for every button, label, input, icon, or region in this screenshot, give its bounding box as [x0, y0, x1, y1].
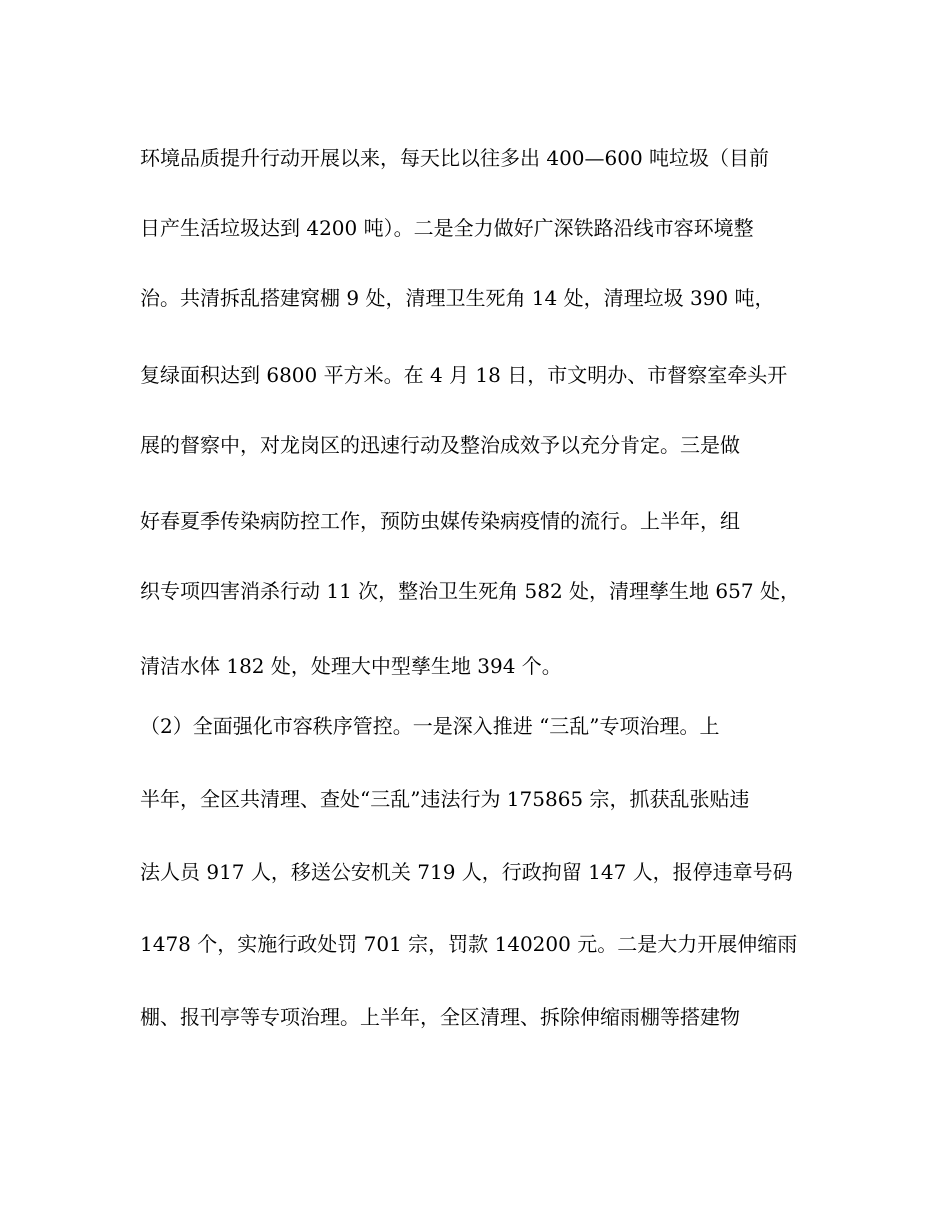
text-line-13: 棚、报刊亭等专项治理。上半年，全区清理、拆除伸缩雨棚等搭建物	[140, 1005, 740, 1029]
section-heading-line: （2）全面强化市容秩序管控。一是深入推进 “三乱”专项治理。上	[140, 714, 720, 738]
text-line-8: 清洁水体 182 处，处理大中型孳生地 394 个。	[140, 654, 562, 678]
text-line-10: 半年，全区共清理、查处“三乱”违法行为 175865 宗，抓获乱张贴违	[140, 787, 750, 811]
text-line-4: 复绿面积达到 6800 平方米。在 4 月 18 日，市文明办、市督察室牵头开	[140, 363, 788, 387]
text-line-11: 法人员 917 人，移送公安机关 719 人，行政拘留 147 人，报停违章号码	[140, 860, 793, 884]
text-line-3: 治。共清拆乱搭建窝棚 9 处，清理卫生死角 14 处，清理垃圾 390 吨，	[140, 286, 775, 310]
text-line-7: 织专项四害消杀行动 11 次，整治卫生死角 582 处，清理孳生地 657 处，	[140, 579, 800, 603]
text-line-6: 好春夏季传染病防控工作，预防虫媒传染病疫情的流行。上半年，组	[140, 509, 740, 533]
text-line-2: 日产生活垃圾达到 4200 吨）。二是全力做好广深铁路沿线市容环境整	[140, 216, 754, 240]
text-line-1: 环境品质提升行动开展以来，每天比以往多出 400—600 吨垃圾（目前	[140, 146, 770, 170]
text-line-5: 展的督察中，对龙岗区的迅速行动及整治成效予以充分肯定。三是做	[140, 433, 740, 457]
text-line-12: 1478 个，实施行政处罚 701 宗，罚款 140200 元。二是大力开展伸缩雨	[140, 932, 798, 956]
